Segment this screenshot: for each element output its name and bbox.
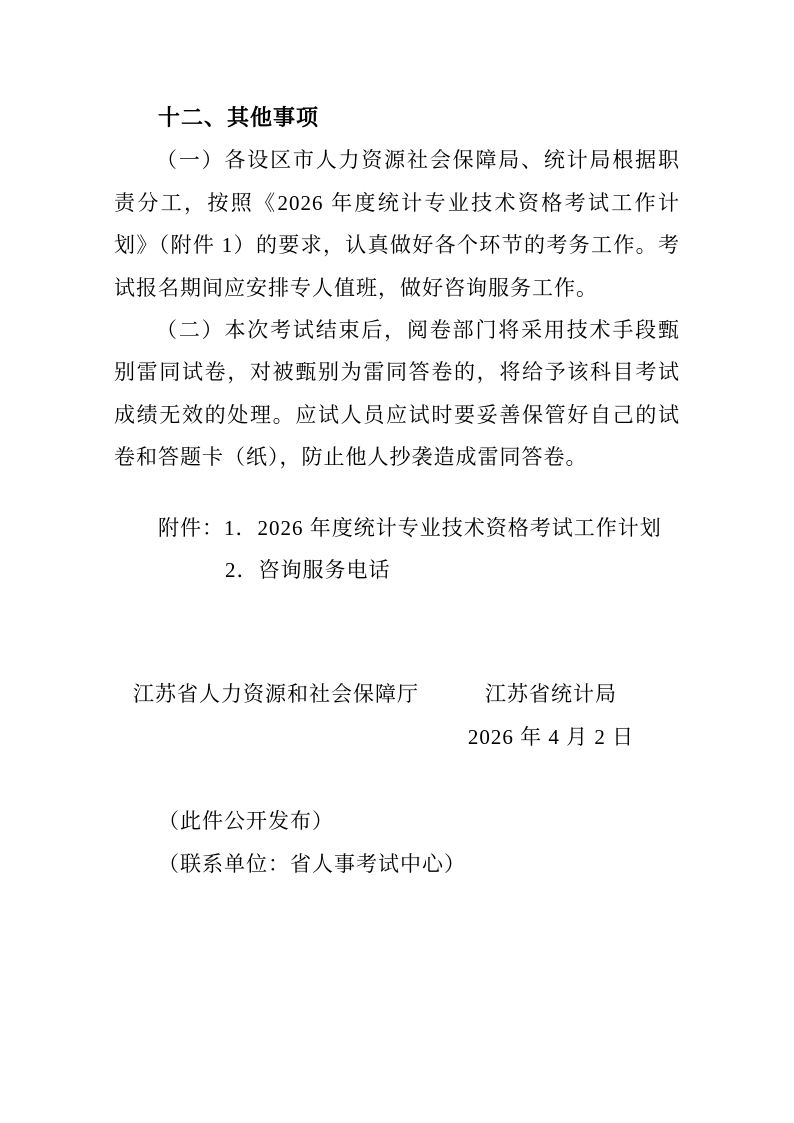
signature-block <box>114 673 680 759</box>
notes-block <box>114 800 680 885</box>
note-public-release: （此件公开发布） <box>158 809 334 834</box>
signature-org-left: 江苏省人力资源和社会保障厅 <box>133 682 419 707</box>
attachment-item-1: 附件：1．2026 年度统计专业技术资格考试工作计划 <box>158 515 662 540</box>
signature-date: 2026 年 4 月 2 日 <box>467 724 635 749</box>
paragraph-2: （二）本次考试结束后，阅卷部门将采用技术手段甄别雷同试卷，对被甄别为雷同答卷的，将给予该科目考试成绩无效的处理。应试人员应试时要妥善保管好自己的试卷和答题卡（纸），防止他人抄袭造成雷同答卷。 <box>114 318 680 470</box>
signature-org-right: 江苏省统计局 <box>485 682 617 707</box>
paragraph-1: （一）各设区市人力资源社会保障局、统计局根据职责分工，按照《2026 年度统计专业技术资格考试工作计划》（附件 1）的要求，认真做好各个环节的考务工作。考试报名期间应安排专人值班，做好咨询服务工作。 <box>114 148 680 300</box>
attachment-item-2: 2．咨询服务电话 <box>225 558 391 583</box>
signature-right-column <box>456 673 646 758</box>
note-contact-unit: （联系单位：省人事考试中心） <box>158 851 466 876</box>
document-body <box>114 97 680 885</box>
attachment-list <box>114 507 680 592</box>
section-heading: 十二、其他事项 <box>158 105 320 130</box>
